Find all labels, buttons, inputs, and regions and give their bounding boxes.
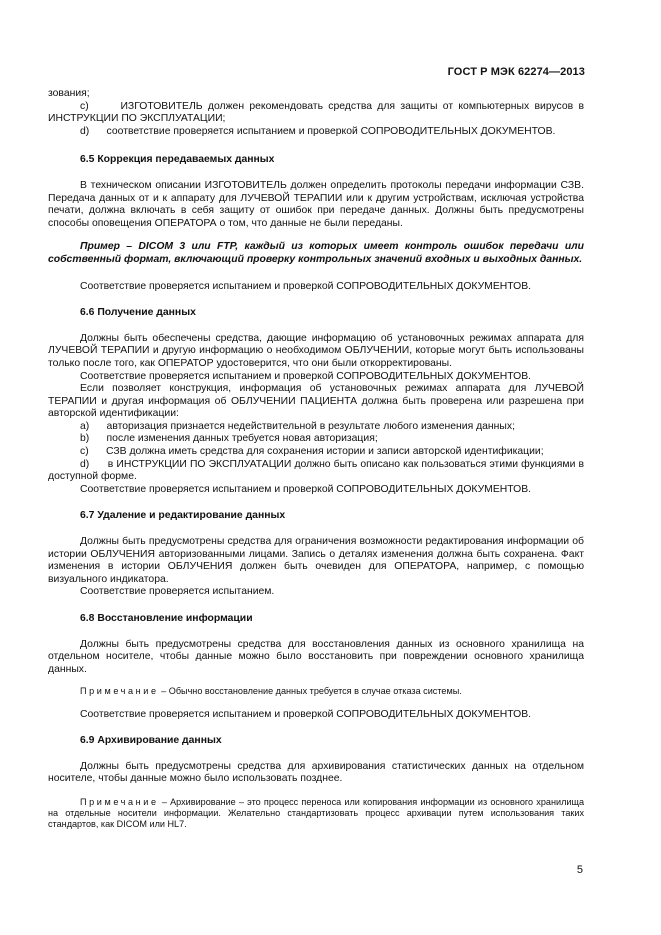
- section-heading-6-8: 6.8 Восстановление информации: [80, 613, 253, 624]
- list-item-b: b) после изменения данных требуется новая авторизация;: [80, 433, 378, 445]
- note-text: – Архивирование – это процесс переноса или копирования информации из основного хранилища на отдельные носители информации. Желательно стандартизовать процесс архивации путем использования таких стандартов, как DICOM или HL7.: [48, 796, 584, 830]
- note-label: Примечание: [80, 686, 159, 697]
- paragraph: Должны быть обеспечены средства, дающие информацию об установочных режимах аппарата для ЛУЧЕВОЙ ТЕРАПИИ и другую информацию о необходимом ОБЛУЧЕНИИ, которые могут быть использованы только после того, как ОПЕРАТОР удостоверится, что они были откорректированы.: [48, 332, 584, 369]
- paragraph: Должны быть предусмотрены средства для ограничения возможности редактирования информации об истории ОБЛУЧЕНИЯ авторизованными лицами. Запись о деталях изменения должна быть сохранена. Факт изменения в истории ОБЛУЧЕНИЯ должен быть очевиден для ОПЕРАТОРА, например, с помощью визуального индикатора.: [48, 536, 584, 585]
- compliance-text: Соответствие проверяется испытанием.: [80, 586, 275, 598]
- document-header: ГОСТ Р МЭК 62274—2013: [447, 66, 585, 78]
- section-heading-6-5: 6.5 Коррекция передаваемых данных: [80, 154, 275, 166]
- section-heading-6-6: 6.6 Получение данных: [80, 307, 196, 319]
- note: [48, 797, 584, 831]
- list-item-c: c) ИЗГОТОВИТЕЛЬ должен рекомендовать средства для защиты от компьютерных вирусов в ИНСТРУКЦИИ ПО ЭКСПЛУАТАЦИИ;: [48, 100, 584, 125]
- section-heading-6-7: 6.7 Удаление и редактирование данных: [80, 510, 286, 522]
- note-label: Примечание: [80, 796, 159, 807]
- example-paragraph: Пример – DICOM 3 или FTP, каждый из которых имеет контроль ошибок передачи или собственный формат, включающий проверку контрольных значений входных и выходных данных.: [48, 241, 584, 265]
- list-item-c: c) СЗВ должна иметь средства для сохранения истории и записи авторской идентификации;: [80, 446, 544, 458]
- note: [48, 686, 584, 697]
- text-line: зования;: [48, 88, 90, 99]
- list-item-d: d) соответствие проверяется испытанием и проверкой СОПРОВОДИТЕЛЬНЫХ ДОКУМЕНТОВ.: [80, 125, 556, 137]
- page-number: 5: [576, 864, 583, 876]
- compliance-text: Соответствие проверяется испытанием и проверкой СОПРОВОДИТЕЛЬНЫХ ДОКУМЕНТОВ.: [80, 483, 532, 495]
- note-text: – Обычно восстановление данных требуется в случае отказа системы.: [158, 686, 462, 697]
- paragraph: В техническом описании ИЗГОТОВИТЕЛЬ должен определить протоколы передачи информации СЗВ. Передача данных от и к аппарату для ЛУЧЕВОЙ ТЕРАПИИ или к другим устройствам, исключая устройства печати, должна включать в себя защиту от ошибок при передаче данных. Должны быть предусмотрены способы оповещения ОПЕРАТОРА о том, что данные не были переданы.: [48, 179, 584, 229]
- section-heading-6-9: 6.9 Архивирование данных: [80, 735, 222, 747]
- paragraph: Если позволяет конструкция, информация об установочных режимах аппарата для ЛУЧЕВОЙ ТЕРАПИИ и другая информация об ОБЛУЧЕНИИ ПАЦИЕНТА должна быть проверена или разрешена при авторской идентификации:: [48, 383, 584, 420]
- compliance-text: Соответствие проверяется испытанием и проверкой СОПРОВОДИТЕЛЬНЫХ ДОКУМЕНТОВ.: [80, 370, 532, 382]
- paragraph: Должны быть предусмотрены средства для восстановления данных из основного хранилища на отдельном носителе, чтобы данные можно было восстановить при повреждении основного хранилища данных.: [48, 638, 584, 675]
- compliance-text: Соответствие проверяется испытанием и проверкой СОПРОВОДИТЕЛЬНЫХ ДОКУМЕНТОВ.: [80, 708, 532, 720]
- list-item-d: d) в ИНСТРУКЦИИ ПО ЭКСПЛУАТАЦИИ должно быть описано как пользоваться этими функциями в доступной форме.: [48, 458, 584, 483]
- paragraph: Должны быть предусмотрены средства для архивирования статистических данных на отдельном носителе, чтобы данные можно было использовать позднее.: [48, 760, 584, 785]
- list-item-a: a) авторизация признается недействительной в результате любого изменения данных;: [80, 420, 515, 432]
- document-body: [48, 88, 584, 831]
- compliance-text: Соответствие проверяется испытанием и проверкой СОПРОВОДИТЕЛЬНЫХ ДОКУМЕНТОВ.: [80, 280, 532, 292]
